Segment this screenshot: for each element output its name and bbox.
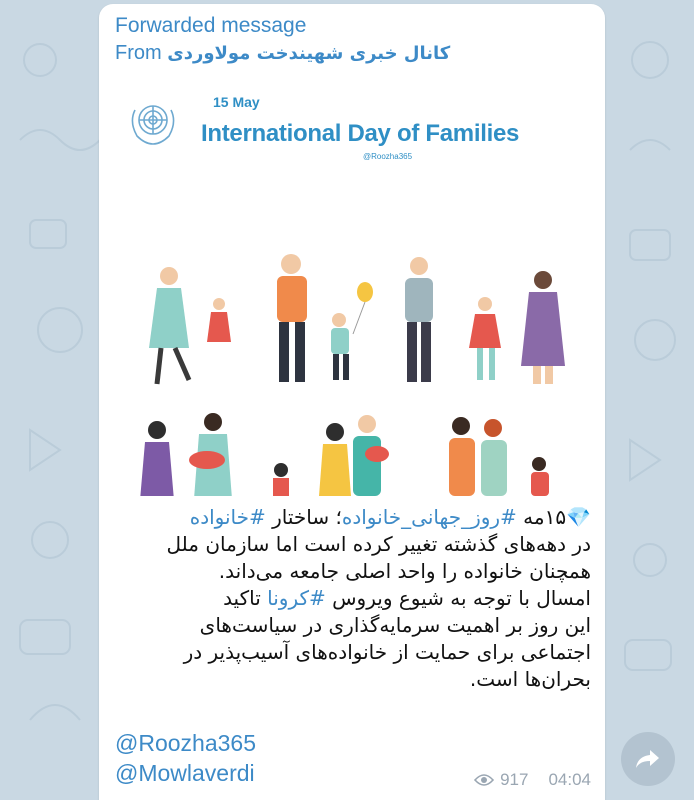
share-arrow-icon [635, 748, 661, 770]
family-group-2 [405, 257, 565, 384]
un-emblem-icon [125, 96, 181, 146]
caption-text: ؛ ساختار [265, 505, 342, 529]
poster-handle: @Roozha365 [363, 152, 413, 161]
caption-line-1 [115, 504, 591, 531]
gem-icon: 💎 [566, 505, 591, 529]
from-label: From [115, 42, 162, 64]
handle-link-mowlaverdi[interactable]: @Mowlaverdi [115, 760, 255, 786]
caption-text: امسال با توجه به شیوع ویروس [325, 586, 591, 610]
caption-line-3: همچنان خانواده را واحد اصلی جامعه می‌داند. [218, 559, 591, 583]
source-channel-link[interactable]: کانال خبری شهیندخت مولاوردی [167, 43, 451, 64]
handle-link-roozha[interactable]: @Roozha365 [115, 730, 256, 756]
message-photo[interactable] [113, 84, 591, 496]
eye-icon [474, 773, 494, 787]
caption-line-5: این روز بر اهمیت سرمایه‌گذاری در سیاست‌های [199, 613, 591, 637]
families-illustration [113, 164, 591, 496]
message-meta [474, 770, 591, 790]
caption-text: تاکید [223, 586, 268, 610]
share-button[interactable] [621, 732, 675, 786]
caption-line-6: اجتماعی برای حمایت از خانواده‌های آسیب‌پذیر در [183, 640, 591, 664]
caption-line-7: بحران‌ها است. [469, 667, 591, 691]
handle-links [115, 728, 256, 788]
poster-date: 15 May [213, 94, 260, 110]
caption-text: ۱۵مه [516, 505, 567, 529]
hashtag-day-of-family[interactable]: #روز_جهانی_خانواده [341, 505, 517, 529]
hashtag-family[interactable]: #خانواده [189, 505, 266, 529]
family-group-4 [273, 415, 389, 496]
view-count: 917 [500, 770, 529, 789]
message-text [115, 504, 591, 693]
family-group-1 [149, 254, 373, 384]
message-bubble[interactable] [99, 4, 605, 800]
caption-line-4 [115, 585, 591, 612]
hashtag-corona[interactable]: #کرونا [267, 586, 326, 610]
forwarded-header: Forwarded message [115, 14, 307, 37]
family-group-5 [449, 417, 549, 496]
poster-title: International Day of Families [201, 120, 520, 147]
caption-line-2: در دهه‌های گذشته تغییر کرده است اما سازمان ملل [166, 532, 591, 556]
message-time: 04:04 [548, 770, 591, 789]
forwarded-from[interactable] [115, 42, 450, 65]
family-group-3 [139, 413, 233, 496]
